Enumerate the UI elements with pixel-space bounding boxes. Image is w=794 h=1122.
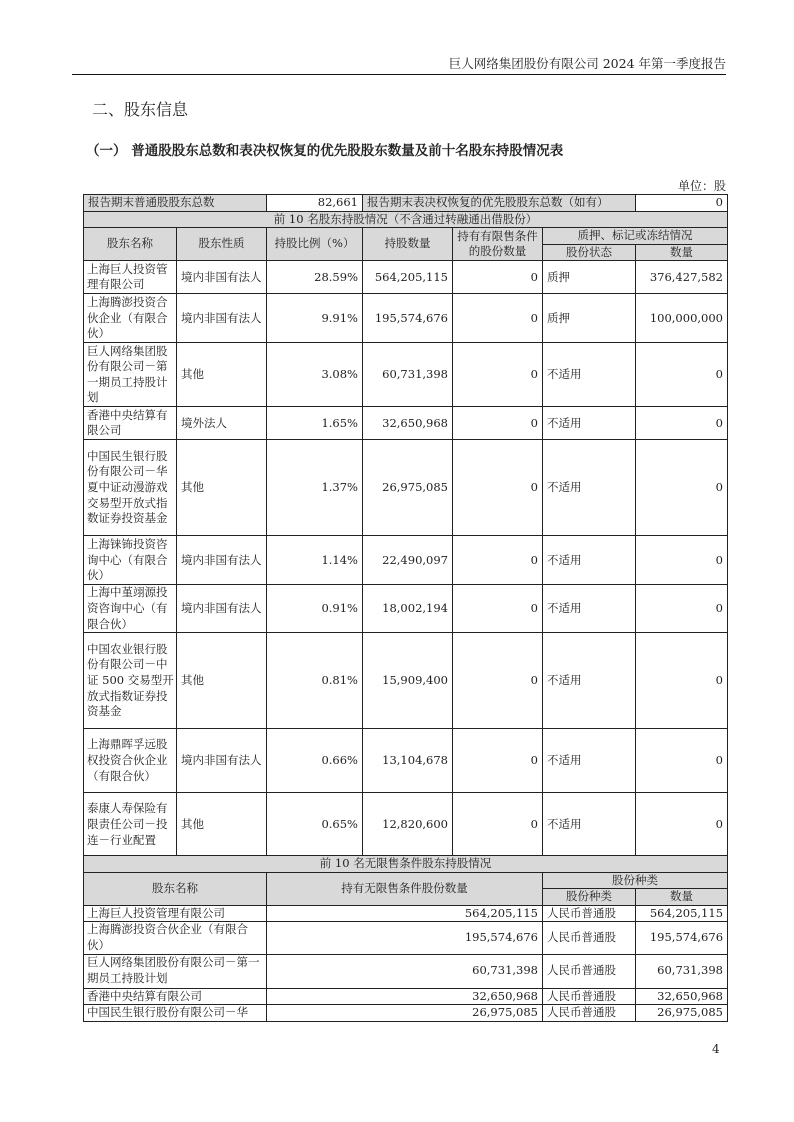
cell-restricted: 0 [453, 536, 543, 585]
cell-nature: 其他 [177, 633, 267, 729]
summary-row [84, 195, 728, 212]
cell-qty: 195,574,676 [267, 922, 543, 954]
cell-qty: 60,731,398 [267, 954, 543, 988]
cell-qty: 0 [636, 343, 728, 407]
cell-nature: 境内非国有法人 [177, 261, 267, 294]
cell-status: 不适用 [543, 407, 636, 440]
col-class-group: 股份种类 [543, 872, 728, 889]
cell-nature: 境内非国有法人 [177, 294, 267, 343]
cell-shares: 12,820,600 [363, 793, 453, 857]
cell-status: 不适用 [543, 440, 636, 536]
cell-status: 不适用 [543, 633, 636, 729]
cell-class-qty: 195,574,676 [636, 922, 728, 954]
common-holders-value: 82,661 [267, 195, 363, 212]
col-pledge-qty: 数量 [636, 244, 728, 261]
cell-status: 质押 [543, 294, 636, 343]
cell-restricted: 0 [453, 633, 543, 729]
table-row [84, 793, 728, 857]
preferred-holders-label: 报告期末表决权恢复的优先股股东总数（如有） [363, 195, 636, 212]
cell-name: 中国民生银行股份有限公司－华夏中证动漫游戏交易型开放式指数证券投资基金 [84, 440, 177, 536]
subsection-title: （一） 普通股股东总数和表决权恢复的优先股股东数量及前十名股东持股情况表 [86, 143, 564, 159]
table-row [84, 954, 728, 988]
table-row [84, 440, 728, 536]
cell-class-qty: 564,205,115 [636, 905, 728, 922]
cell-qty: 0 [636, 440, 728, 536]
cell-name: 上海鼎晖孚远股权投资合伙企业（有限合伙） [84, 729, 177, 793]
col-class: 股份种类 [543, 889, 636, 906]
cell-ratio: 3.08% [267, 343, 363, 407]
cell-name: 巨人网络集团股份有限公司－第一期员工持股计划 [84, 343, 177, 407]
cell-shares: 13,104,678 [363, 729, 453, 793]
cell-status: 质押 [543, 261, 636, 294]
header-row [84, 228, 728, 245]
cell-ratio: 28.59% [267, 261, 363, 294]
cell-qty: 0 [636, 793, 728, 857]
col-pledge: 质押、标记或冻结情况 [543, 228, 728, 245]
cell-ratio: 0.91% [267, 585, 363, 633]
cell-qty: 564,205,115 [267, 905, 543, 922]
cell-qty: 376,427,582 [636, 261, 728, 294]
cell-name: 巨人网络集团股份有限公司－第一期员工持股计划 [84, 954, 267, 988]
unrestricted-title: 前 10 名无限售条件股东持股情况 [84, 856, 728, 873]
cell-nature: 境内非国有法人 [177, 585, 267, 633]
cell-status: 不适用 [543, 585, 636, 633]
cell-name: 上海铼钸投资咨询中心（有限合伙） [84, 536, 177, 585]
page-number: 4 [712, 1042, 720, 1056]
cell-name: 上海腾澎投资合伙企业（有限合伙） [84, 922, 267, 954]
col-class-qty: 数量 [636, 889, 728, 906]
cell-restricted: 0 [453, 407, 543, 440]
cell-shares: 195,574,676 [363, 294, 453, 343]
cell-status: 不适用 [543, 343, 636, 407]
cell-shares: 18,002,194 [363, 585, 453, 633]
cell-shares: 60,731,398 [363, 343, 453, 407]
cell-name: 上海腾澎投资合伙企业（有限合伙） [84, 294, 177, 343]
cell-restricted: 0 [453, 294, 543, 343]
cell-class: 人民币普通股 [543, 954, 636, 988]
cell-nature: 其他 [177, 793, 267, 857]
cell-class-qty: 32,650,968 [636, 988, 728, 1005]
common-holders-label: 报告期末普通股股东总数 [84, 195, 267, 212]
table-row [84, 261, 728, 294]
cell-class: 人民币普通股 [543, 988, 636, 1005]
cell-ratio: 0.65% [267, 793, 363, 857]
cell-qty: 0 [636, 536, 728, 585]
cell-ratio: 9.91% [267, 294, 363, 343]
running-header: 巨人网络集团股份有限公司 2024 年第一季度报告 [72, 56, 726, 75]
cell-class-qty: 26,975,085 [636, 1005, 728, 1022]
cell-name: 香港中央结算有限公司 [84, 988, 267, 1005]
col-nature: 股东性质 [177, 228, 267, 261]
cell-qty: 0 [636, 407, 728, 440]
cell-class-qty: 60,731,398 [636, 954, 728, 988]
col-name: 股东名称 [84, 872, 267, 905]
cell-nature: 境内非国有法人 [177, 536, 267, 585]
cell-status: 不适用 [543, 729, 636, 793]
cell-name: 香港中央结算有限公司 [84, 407, 177, 440]
top10-shareholders-table [83, 194, 728, 857]
table-row [84, 633, 728, 729]
cell-restricted: 0 [453, 585, 543, 633]
cell-qty: 32,650,968 [267, 988, 543, 1005]
table-row [84, 343, 728, 407]
cell-nature: 其他 [177, 440, 267, 536]
col-shares: 持股数量 [363, 228, 453, 261]
cell-shares: 564,205,115 [363, 261, 453, 294]
cell-qty: 0 [636, 585, 728, 633]
cell-name: 泰康人寿保险有限责任公司－投连－行业配置 [84, 793, 177, 857]
cell-ratio: 0.66% [267, 729, 363, 793]
cell-ratio: 0.81% [267, 633, 363, 729]
table-row [84, 585, 728, 633]
col-name: 股东名称 [84, 228, 177, 261]
unrestricted-shareholders-table [83, 855, 728, 1022]
top10-title: 前 10 名股东持股情况（不含通过转融通出借股份） [84, 211, 728, 228]
cell-restricted: 0 [453, 343, 543, 407]
preferred-holders-value: 0 [636, 195, 728, 212]
cell-class: 人民币普通股 [543, 905, 636, 922]
cell-restricted: 0 [453, 440, 543, 536]
cell-class: 人民币普通股 [543, 922, 636, 954]
cell-restricted: 0 [453, 261, 543, 294]
cell-class: 人民币普通股 [543, 1005, 636, 1022]
table-row [84, 922, 728, 954]
cell-restricted: 0 [453, 729, 543, 793]
cell-ratio: 1.37% [267, 440, 363, 536]
cell-status: 不适用 [543, 536, 636, 585]
header-row [84, 872, 728, 889]
cell-ratio: 1.14% [267, 536, 363, 585]
cell-name: 上海中堇翊源投资咨询中心（有限合伙） [84, 585, 177, 633]
cell-shares: 32,650,968 [363, 407, 453, 440]
unit-label: 单位：股 [677, 179, 726, 193]
cell-nature: 其他 [177, 343, 267, 407]
cell-nature: 境内非国有法人 [177, 729, 267, 793]
section-title: 二、股东信息 [92, 100, 189, 119]
table-row [84, 988, 728, 1005]
table-row [84, 1005, 728, 1022]
cell-status: 不适用 [543, 793, 636, 857]
cell-shares: 26,975,085 [363, 440, 453, 536]
table-row [84, 729, 728, 793]
table-row [84, 536, 728, 585]
cell-qty: 0 [636, 729, 728, 793]
cell-restricted: 0 [453, 793, 543, 857]
table-row [84, 294, 728, 343]
cell-shares: 15,909,400 [363, 633, 453, 729]
cell-shares: 22,490,097 [363, 536, 453, 585]
table-row [84, 905, 728, 922]
col-ratio: 持股比例（%） [267, 228, 363, 261]
col-unrestricted-qty: 持有无限售条件股份数量 [267, 872, 543, 905]
cell-name: 上海巨人投资管理有限公司 [84, 261, 177, 294]
col-restricted: 持有有限售条件的股份数量 [453, 228, 543, 261]
cell-qty: 0 [636, 633, 728, 729]
cell-ratio: 1.65% [267, 407, 363, 440]
col-pledge-status: 股份状态 [543, 244, 636, 261]
cell-nature: 境外法人 [177, 407, 267, 440]
table-row [84, 407, 728, 440]
cell-qty: 26,975,085 [267, 1005, 543, 1022]
cell-name: 中国民生银行股份有限公司－华 [84, 1005, 267, 1022]
cell-name: 中国农业银行股份有限公司－中证 500 交易型开放式指数证券投资基金 [84, 633, 177, 729]
cell-qty: 100,000,000 [636, 294, 728, 343]
cell-name: 上海巨人投资管理有限公司 [84, 905, 267, 922]
